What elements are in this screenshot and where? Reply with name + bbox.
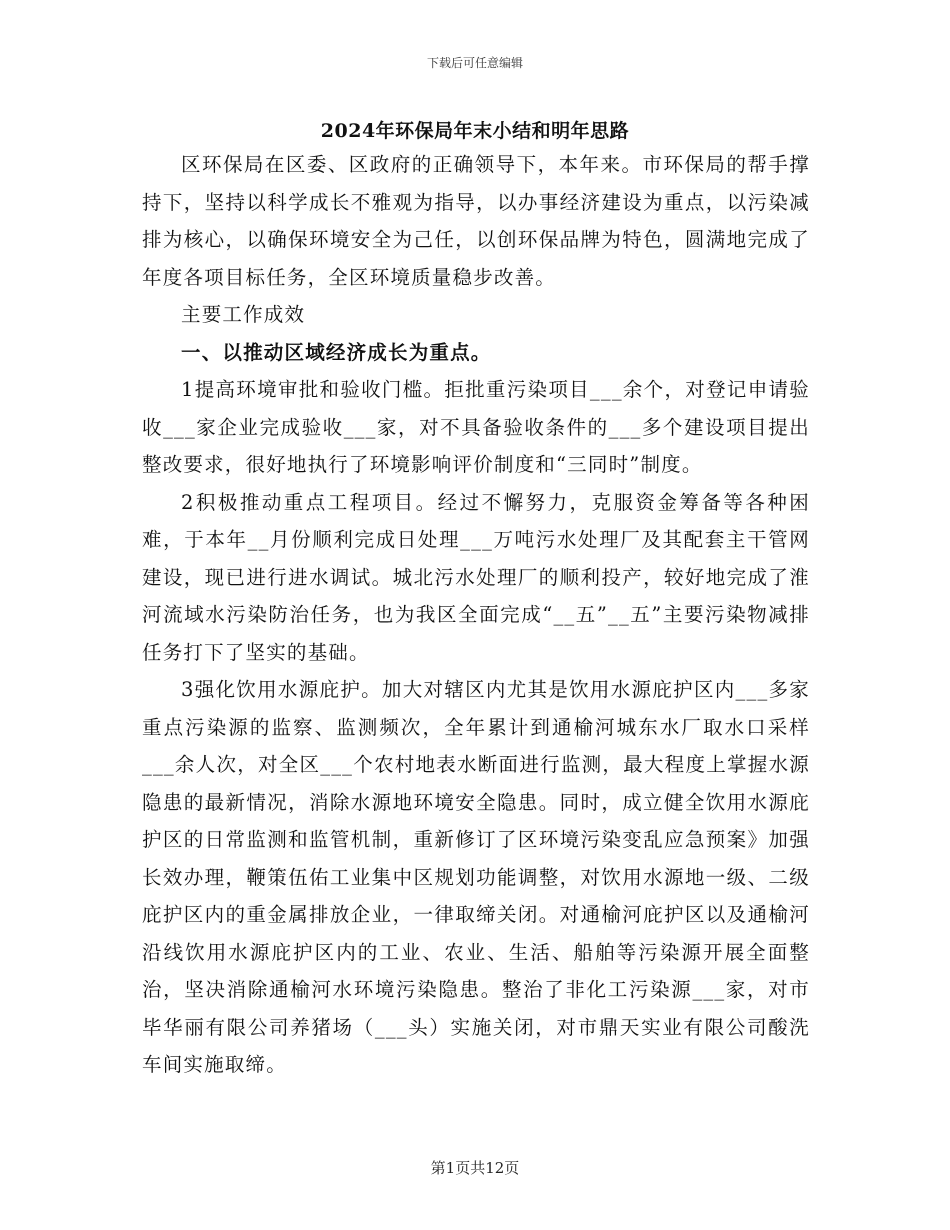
page-header-note: 下载后可任意编辑 <box>426 56 523 70</box>
section-label: 主要工作成效 <box>181 303 306 326</box>
paragraph-item-2: 2积极推动重点工程项目。经过不懈努力，克服资金筹备等各种困难，于本年__月份顺利完成日处理___万吨污水处理厂及其配套主干管网建设，现已进行进水调试。城北污水处理厂的顺利投产，较好地完成了淮河流域水污染防治任务，也为我区全面完成“__五”__五”主要污染物减排任务打下了坚实的基础。 <box>142 490 810 664</box>
paragraph-item-3: 3强化饮用水源庇护。加大对辖区内尤其是饮用水源庇护区内___多家重点污染源的监察、监测频次，全年累计到通榆河城东水厂取水口采样___余人次，对全区___个农村地表水断面进行监测，最大程度上掌握水源隐患的最新情况，消除水源地环境安全隐患。同时，成立健全饮用水源庇护区的日常监测和监管机制，重新修订了区环境污染变乱应急预案》加强长效办理，鞭策伍佑工业集中区规划功能调整，对饮用水源地一级、二级庇护区内的重金属排放企业，一律取缔关闭。对通榆河庇护区以及通榆河沿线饮用水源庇护区内的工业、农业、生活、船舶等污染源开展全面整治，坚决消除通榆河水环境污染隐患。整治了非化工污染源___家，对市毕华丽有限公司养猪场（___头）实施关闭，对市鼎天实业有限公司酸洗车间实施取缔。 <box>142 678 810 1076</box>
paragraph-item-1: 1提高环境审批和验收门槛。拒批重污染项目___余个，对登记申请验收___家企业完成验收___家，对不具备验收条件的___多个建设项目提出整改要求，很好地执行了环境影响评价制度和“三同时”制度。 <box>142 378 810 476</box>
section-heading-1: 一、以推动区域经济成长为重点。 <box>181 340 492 364</box>
paragraph-intro: 区环保局在区委、区政府的正确领导下，本年来。市环保局的帮手撑持下，坚持以科学成长不雅观为指导，以办事经济建设为重点，以污染减排为核心，以确保环境安全为己任，以创环保品牌为特色，圆满地完成了年度各项目标任务，全区环境质量稳步改善。 <box>142 153 810 289</box>
document-title: 2024年环保局年末小结和明年思路 <box>320 120 630 142</box>
document-body <box>142 146 810 1084</box>
page-number: 第1页共12页 <box>430 1159 520 1177</box>
